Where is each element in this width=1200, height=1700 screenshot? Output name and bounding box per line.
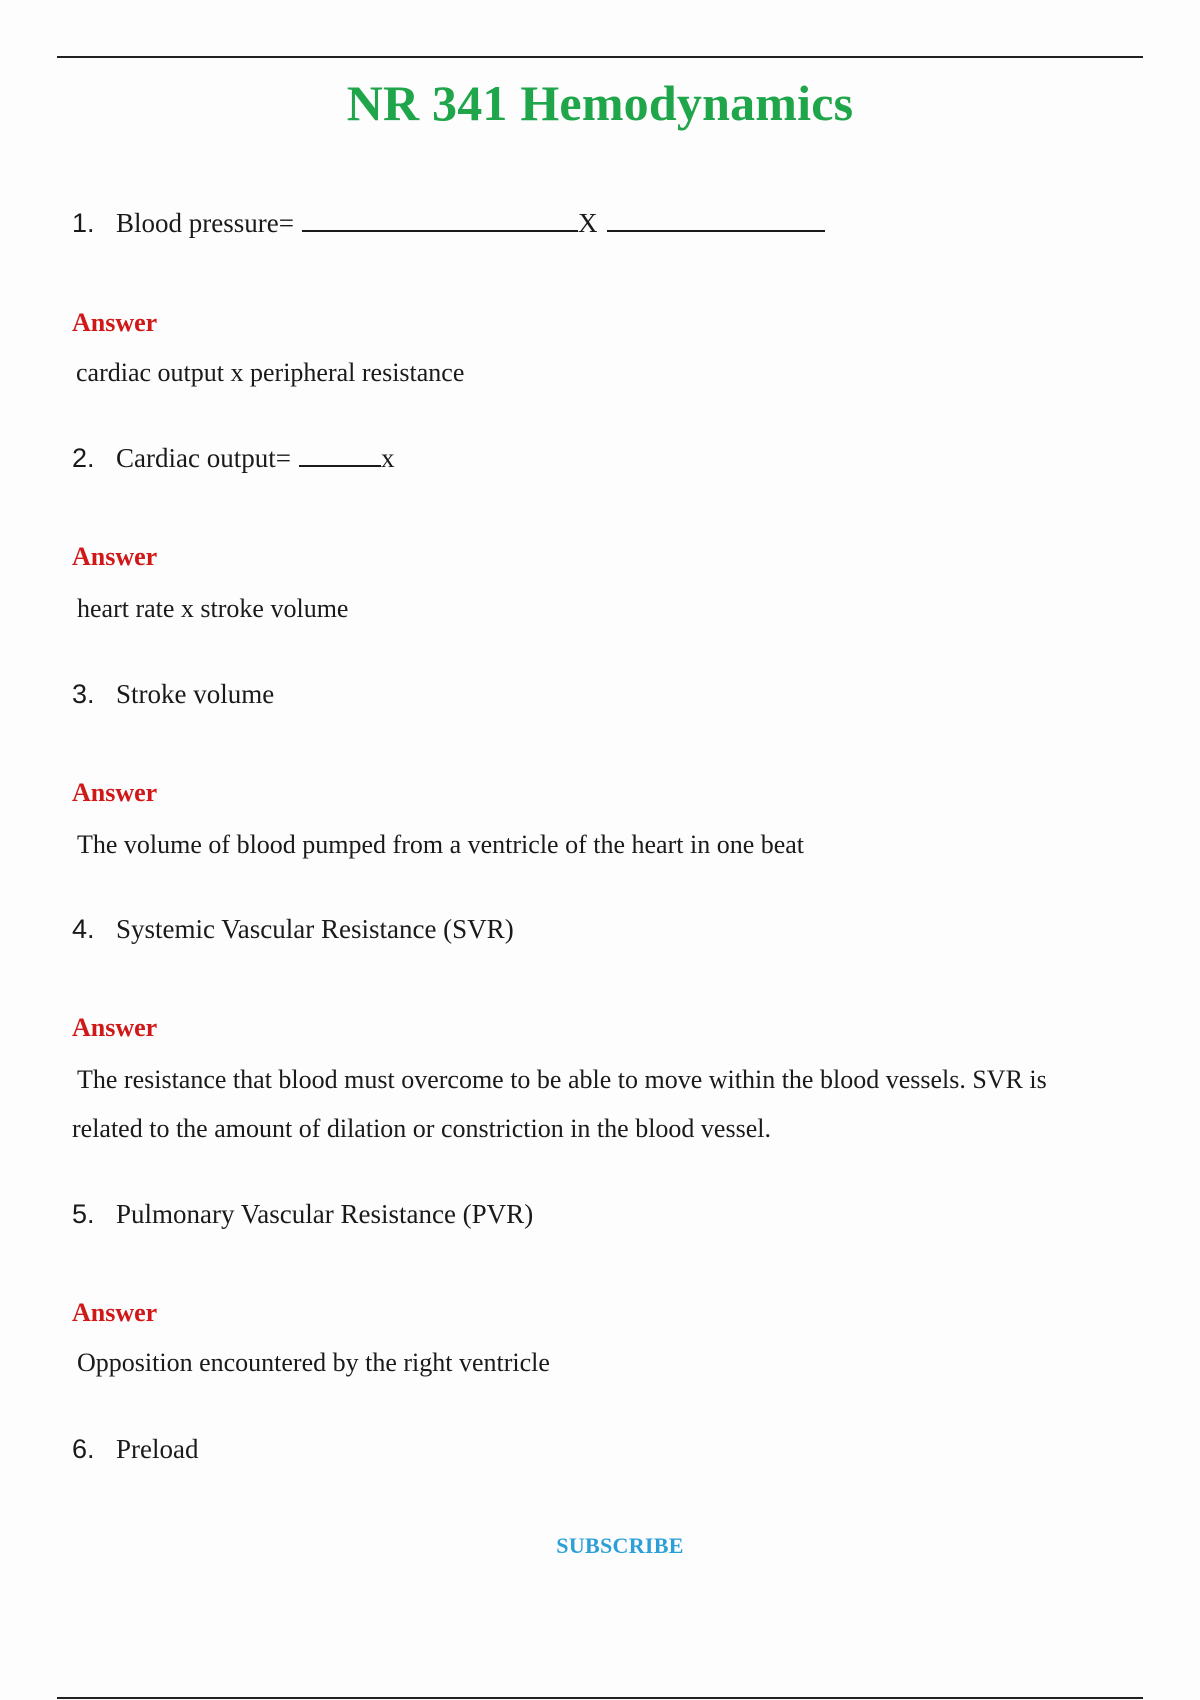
question-text: Systemic Vascular Resistance (SVR) [116, 914, 514, 944]
subscribe-link[interactable]: SUBSCRIBE [556, 1533, 684, 1558]
fill-in-blank [302, 210, 578, 232]
fill-in-blank [299, 445, 381, 467]
question-number: 3. [72, 679, 95, 709]
question-text: Blood pressure= [116, 208, 294, 238]
question-5 [72, 1199, 533, 1230]
question-6 [72, 1434, 198, 1465]
top-rule [57, 56, 1143, 58]
question-operator: x [380, 443, 395, 473]
question-number: 1. [72, 208, 95, 238]
answer-text: The volume of blood pumped from a ventricle of the heart in one beat [77, 830, 805, 859]
question-operator: X [577, 208, 598, 238]
answer-text: cardiac output x peripheral resistance [76, 358, 465, 387]
question-3 [72, 679, 274, 710]
answer-text: heart rate x stroke volume [77, 594, 349, 623]
question-number: 6. [72, 1434, 95, 1464]
question-text: Stroke volume [116, 679, 275, 709]
question-1 [72, 208, 825, 239]
question-number: 4. [72, 914, 95, 944]
question-text: Preload [116, 1434, 199, 1464]
answer-text-line-1: The resistance that blood must overcome to be able to move within the blood vessels. SVR is [77, 1065, 1047, 1094]
answer-text: Opposition encountered by the right ventricle [77, 1348, 550, 1377]
bottom-rule [57, 1697, 1143, 1699]
page-title: NR 341 Hemodynamics [346, 75, 854, 131]
answer-label: Answer [72, 1013, 158, 1042]
question-2 [72, 443, 394, 474]
answer-label: Answer [72, 308, 158, 337]
answer-label: Answer [72, 542, 158, 571]
question-text: Cardiac output= [116, 443, 291, 473]
answer-label: Answer [72, 1298, 158, 1327]
fill-in-blank [607, 210, 825, 232]
answer-label: Answer [72, 778, 158, 807]
question-number: 5. [72, 1199, 95, 1229]
answer-text-line-2: related to the amount of dilation or constriction in the blood vessel. [72, 1114, 771, 1143]
question-text: Pulmonary Vascular Resistance (PVR) [116, 1199, 534, 1229]
question-number: 2. [72, 443, 95, 473]
question-4 [72, 914, 514, 945]
